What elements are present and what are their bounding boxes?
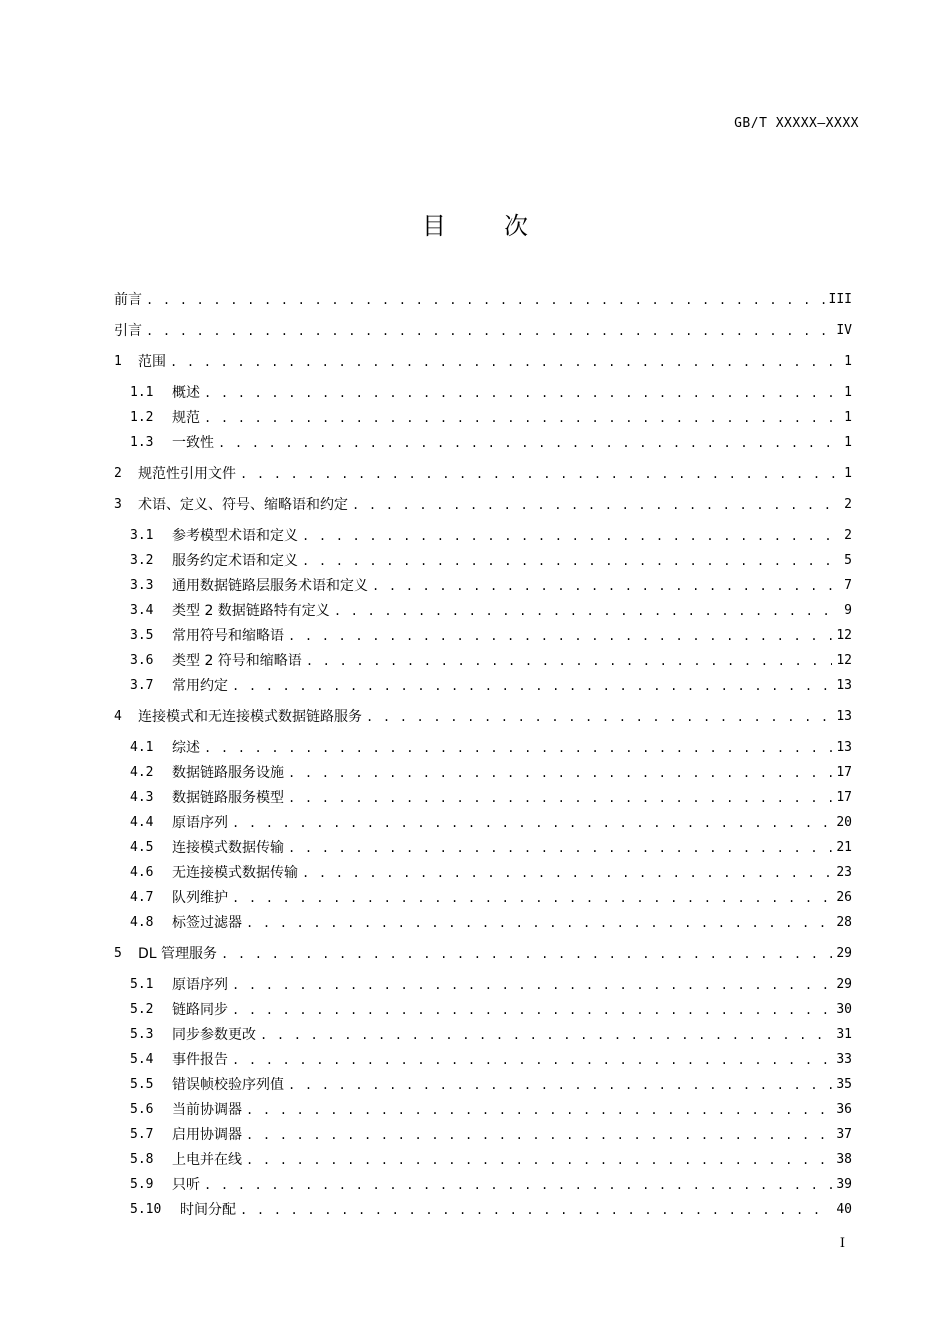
- toc-entry[interactable]: [130, 623, 852, 645]
- toc-entry[interactable]: [114, 704, 852, 726]
- toc-entry[interactable]: [114, 318, 852, 340]
- toc-entry[interactable]: [130, 1072, 852, 1094]
- toc-leader-dots: [302, 527, 840, 545]
- toc-entry-title: 同步参数更改: [172, 1027, 256, 1043]
- toc-entry[interactable]: [130, 573, 852, 595]
- toc-leader-dots: [232, 1051, 832, 1069]
- toc-entry-title: DL 管理服务: [138, 946, 218, 962]
- toc-entry[interactable]: [114, 492, 852, 514]
- toc-entry-page: 36: [836, 1102, 852, 1117]
- toc-entry[interactable]: [114, 349, 852, 371]
- toc-entry-page: III: [828, 292, 852, 307]
- toc-leader-dots: [204, 1176, 832, 1194]
- toc-entry[interactable]: [130, 1047, 852, 1069]
- toc-entry[interactable]: [130, 810, 852, 832]
- toc-leader-dots: [366, 708, 832, 726]
- toc-entry-page: 38: [836, 1152, 852, 1167]
- toc-entry[interactable]: [130, 1172, 852, 1194]
- toc-entry[interactable]: [130, 1097, 852, 1119]
- toc-entry-page: 40: [836, 1202, 852, 1217]
- toc-entry-number: 5.3: [130, 1027, 154, 1042]
- toc-entry-number: 4: [114, 709, 122, 724]
- toc-entry-number: 3.5: [130, 628, 154, 643]
- toc-entry[interactable]: [130, 760, 852, 782]
- toc-entry-page: 1: [844, 385, 852, 400]
- toc-entry-number: 5.4: [130, 1052, 154, 1067]
- toc-entry[interactable]: [130, 380, 852, 402]
- toc-leader-dots: [260, 1026, 832, 1044]
- toc-entry-number: 1.3: [130, 435, 154, 450]
- toc-entry-number: 5.8: [130, 1152, 154, 1167]
- toc-entry[interactable]: [130, 430, 852, 452]
- toc-entry[interactable]: [130, 523, 852, 545]
- toc-leader-dots: [352, 496, 840, 514]
- toc-entry-title: 规范性引用文件: [138, 466, 236, 482]
- toc-entry-page: 17: [836, 790, 852, 805]
- toc-entry-number: 5.5: [130, 1077, 154, 1092]
- toc-entry-page: 29: [836, 946, 852, 961]
- toc-entry-title: 综述: [172, 740, 200, 756]
- toc-leader-dots: [232, 814, 832, 832]
- toc-entry-number: 4.6: [130, 865, 154, 880]
- toc-leader-dots: [288, 1076, 832, 1094]
- toc-entry[interactable]: [130, 972, 852, 994]
- toc-entry-number: 4.2: [130, 765, 154, 780]
- toc-leader-dots: [288, 839, 832, 857]
- toc-leader-dots: [334, 602, 840, 620]
- toc-entry[interactable]: [130, 1197, 852, 1219]
- toc-entry-title: 数据链路服务设施: [172, 765, 284, 781]
- toc-entry[interactable]: [130, 1147, 852, 1169]
- toc-leader-dots: [232, 889, 832, 907]
- toc-entry-title: 一致性: [172, 435, 214, 451]
- toc-entry-number: 4.4: [130, 815, 154, 830]
- toc-entry-number: 4.8: [130, 915, 154, 930]
- toc-entry-page: 2: [844, 528, 852, 543]
- toc-entry-page: 29: [836, 977, 852, 992]
- toc-leader-dots: [240, 465, 840, 483]
- toc-entry-title: 时间分配: [180, 1202, 236, 1218]
- toc-entry-page: 1: [844, 354, 852, 369]
- toc-entry-number: 4.7: [130, 890, 154, 905]
- toc-entry-title: 概述: [172, 385, 200, 401]
- toc-entry-number: 1.2: [130, 410, 154, 425]
- toc-entry-page: 39: [836, 1177, 852, 1192]
- toc-entry-title: 引言: [114, 323, 142, 339]
- toc-entry-title: 连接模式和无连接模式数据链路服务: [138, 709, 362, 725]
- toc-leader-dots: [246, 914, 832, 932]
- toc-entry[interactable]: [130, 885, 852, 907]
- toc-entry-page: 33: [836, 1052, 852, 1067]
- toc-leader-dots: [246, 1101, 832, 1119]
- toc-leader-dots: [232, 1001, 832, 1019]
- toc-entry-page: 28: [836, 915, 852, 930]
- toc-entry-number: 3.3: [130, 578, 154, 593]
- toc-entry[interactable]: [130, 548, 852, 570]
- toc-entry[interactable]: [130, 648, 852, 670]
- toc-entry[interactable]: [114, 941, 852, 963]
- toc-entry-page: 13: [836, 709, 852, 724]
- toc-entry-number: 1.1: [130, 385, 154, 400]
- toc-entry-number: 5.10: [130, 1202, 162, 1217]
- page-number: I: [839, 1236, 845, 1251]
- toc-entry-title: 数据链路服务模型: [172, 790, 284, 806]
- toc-leader-dots: [306, 652, 833, 670]
- toc-entry-page: 13: [836, 740, 852, 755]
- toc-entry[interactable]: [130, 997, 852, 1019]
- toc-entry-number: 3.1: [130, 528, 154, 543]
- toc-entry-title: 常用约定: [172, 678, 228, 694]
- toc-entry-number: 5.6: [130, 1102, 154, 1117]
- toc-entry-number: 1: [114, 354, 122, 369]
- toc-entry-number: 5.2: [130, 1002, 154, 1017]
- toc-leader-dots: [240, 1201, 832, 1219]
- toc-entry-page: 5: [844, 553, 852, 568]
- document-id: GB/T XXXXX—XXXX: [734, 116, 859, 131]
- toc-leader-dots: [204, 739, 832, 757]
- toc-leader-dots: [232, 677, 832, 695]
- toc-leader-dots: [288, 627, 832, 645]
- toc-leader-dots: [288, 789, 832, 807]
- toc-leader-dots: [302, 864, 832, 882]
- toc-entry-page: 7: [844, 578, 852, 593]
- toc-entry-page: 21: [836, 840, 852, 855]
- toc-entry-number: 3.6: [130, 653, 154, 668]
- toc-entry-page: 35: [836, 1077, 852, 1092]
- toc-entry-title: 标签过滤器: [172, 915, 242, 931]
- toc-entry[interactable]: [114, 461, 852, 483]
- toc-leader-dots: [221, 945, 832, 963]
- toc-leader-dots: [302, 552, 840, 570]
- toc-entry-title: 原语序列: [172, 977, 228, 993]
- toc-entry-title: 常用符号和缩略语: [172, 628, 284, 644]
- toc-entry-number: 3.4: [130, 603, 154, 618]
- toc-entry-title: 范围: [138, 354, 166, 370]
- toc-entry-page: 17: [836, 765, 852, 780]
- toc-leader-dots: [232, 976, 832, 994]
- toc-entry-title: 参考模型术语和定义: [172, 528, 298, 544]
- toc-entry-title: 类型 2 符号和缩略语: [172, 653, 302, 669]
- toc-entry-title: 前言: [114, 292, 142, 308]
- toc-entry-number: 5.1: [130, 977, 154, 992]
- toc-entry-title: 通用数据链路层服务术语和定义: [172, 578, 368, 594]
- toc-entry[interactable]: [130, 860, 852, 882]
- toc-entry-page: IV: [836, 323, 852, 338]
- toc-entry-title: 类型 2 数据链路特有定义: [172, 603, 330, 619]
- toc-leader-dots: [146, 291, 825, 309]
- toc-entry-page: 1: [844, 410, 852, 425]
- toc-entry-title: 上电并在线: [172, 1152, 242, 1168]
- toc-entry-page: 30: [836, 1002, 852, 1017]
- toc-entry[interactable]: [130, 405, 852, 427]
- toc-entry-title: 错误帧校验序列值: [172, 1077, 284, 1093]
- toc-entry-page: 37: [836, 1127, 852, 1142]
- page-title: 目次: [422, 212, 586, 240]
- toc-entry[interactable]: [130, 598, 852, 620]
- toc-entry-number: 3.2: [130, 553, 154, 568]
- toc-leader-dots: [246, 1126, 832, 1144]
- toc-entry-page: 1: [844, 435, 852, 450]
- toc-entry-title: 服务约定术语和定义: [172, 553, 298, 569]
- toc-entry-number: 4.1: [130, 740, 154, 755]
- toc-entry[interactable]: [114, 287, 852, 309]
- toc-leader-dots: [288, 764, 832, 782]
- toc-entry-title: 队列维护: [172, 890, 228, 906]
- toc-entry-title: 原语序列: [172, 815, 228, 831]
- toc-entry-title: 链路同步: [172, 1002, 228, 1018]
- toc-entry[interactable]: [130, 785, 852, 807]
- toc-entry-page: 20: [836, 815, 852, 830]
- toc-entry-title: 只听: [172, 1177, 200, 1193]
- toc-entry-page: 12: [836, 628, 852, 643]
- toc-leader-dots: [204, 384, 840, 402]
- toc-entry-page: 12: [836, 653, 852, 668]
- toc-entry-number: 4.3: [130, 790, 154, 805]
- toc-entry-page: 9: [844, 603, 852, 618]
- toc-entry-number: 5.9: [130, 1177, 154, 1192]
- toc-entry-number: 3.7: [130, 678, 154, 693]
- toc-entry-page: 1: [844, 466, 852, 481]
- toc-entry-title: 启用协调器: [172, 1127, 242, 1143]
- toc-leader-dots: [170, 353, 840, 371]
- toc-entry-page: 2: [844, 497, 852, 512]
- toc-entry-page: 26: [836, 890, 852, 905]
- toc-entry[interactable]: [130, 673, 852, 695]
- toc-entry-title: 无连接模式数据传输: [172, 865, 298, 881]
- toc-leader-dots: [204, 409, 840, 427]
- toc-entry-title: 规范: [172, 410, 200, 426]
- toc-entry[interactable]: [130, 910, 852, 932]
- toc-entry[interactable]: [130, 835, 852, 857]
- toc-entry-page: 31: [836, 1027, 852, 1042]
- toc-entry-title: 事件报告: [172, 1052, 228, 1068]
- toc-leader-dots: [246, 1151, 832, 1169]
- toc-entry-number: 2: [114, 466, 122, 481]
- toc-entry-number: 5.7: [130, 1127, 154, 1142]
- toc-entry-number: 3: [114, 497, 122, 512]
- toc-entry[interactable]: [130, 735, 852, 757]
- toc-entry[interactable]: [130, 1022, 852, 1044]
- toc-entry-page: 23: [836, 865, 852, 880]
- toc-entry-number: 5: [114, 946, 122, 961]
- toc-entry-title: 当前协调器: [172, 1102, 242, 1118]
- toc-entry-page: 13: [836, 678, 852, 693]
- toc-leader-dots: [218, 434, 840, 452]
- toc-entry-title: 连接模式数据传输: [172, 840, 284, 856]
- toc-entry[interactable]: [130, 1122, 852, 1144]
- toc-leader-dots: [372, 577, 840, 595]
- toc-entry-title: 术语、定义、符号、缩略语和约定: [138, 497, 348, 513]
- toc-entry-number: 4.5: [130, 840, 154, 855]
- toc-leader-dots: [146, 322, 832, 340]
